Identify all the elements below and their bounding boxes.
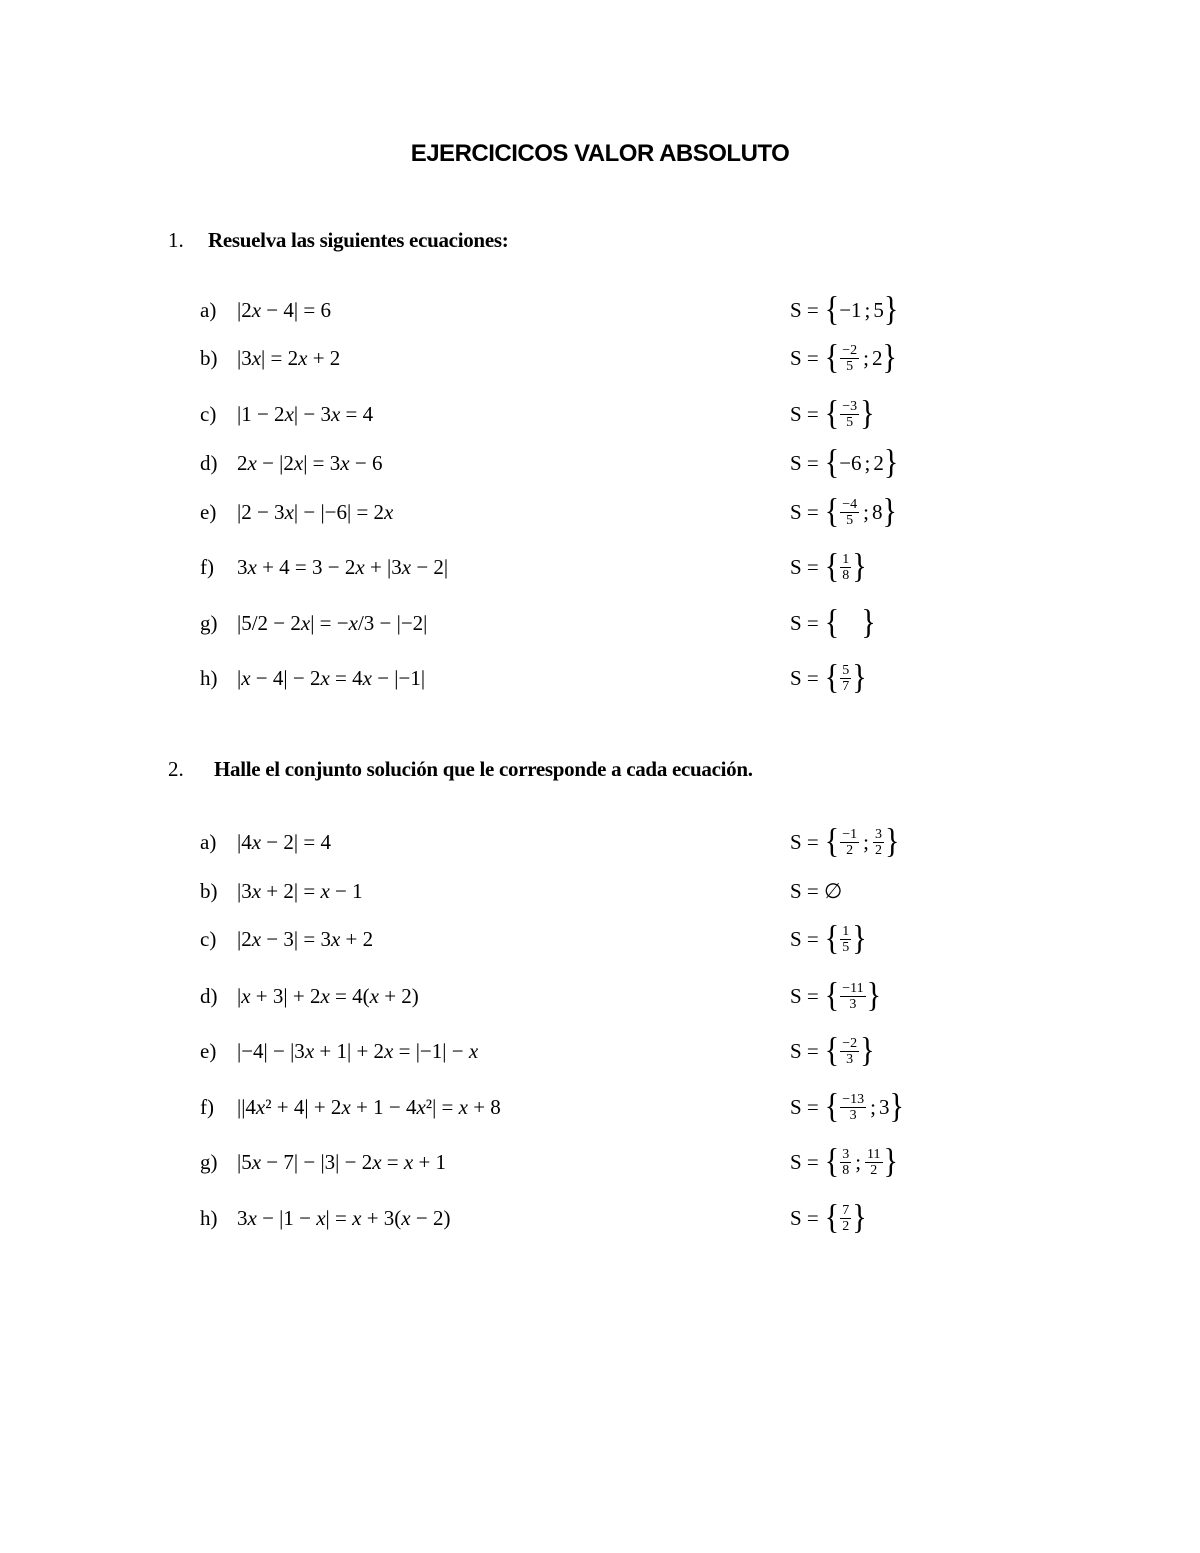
exercise-letter: c) (200, 927, 217, 951)
exercise-equation: |1 − 2x| − 3x = 4 (237, 402, 374, 426)
exercise-solution: S = { $\frac{-13}{3}$ ; 3 } (790, 1087, 904, 1126)
exercise-row (200, 441, 960, 485)
exercise-solution: S = { $\frac{-2}{3}$ } (790, 1031, 875, 1070)
section-number: 1. (168, 228, 184, 252)
exercise-row (200, 1140, 960, 1184)
exercise-solution: S = { −1 ; 5 } (790, 290, 899, 329)
exercise-letter: e) (200, 500, 217, 524)
exercise-letter: a) (200, 298, 217, 322)
exercise-letter: c) (200, 402, 217, 426)
exercise-letter: b) (200, 879, 218, 903)
exercise-letter: g) (200, 611, 218, 635)
exercise-row (200, 601, 960, 645)
exercise-solution: S = { $\frac{7}{2}$ } (790, 1198, 867, 1237)
exercise-letter: a) (200, 830, 217, 854)
exercise-equation: |2x − 4| = 6 (237, 298, 331, 322)
exercise-equation: 2x − |2x| = 3x − 6 (237, 451, 383, 475)
exercise-row (200, 820, 960, 864)
exercise-row (200, 392, 960, 436)
exercise-equation: |2 − 3x| − |−6| = 2x (237, 500, 394, 524)
exercise-equation: |5/2 − 2x| = −x/3 − |−2| (237, 611, 428, 635)
exercise-equation: |x + 3| + 2x = 4(x + 2) (237, 984, 419, 1008)
exercise-letter: e) (200, 1039, 217, 1063)
exercise-row (200, 974, 960, 1018)
exercise-solution: S = { $\frac{-11}{3}$ } (790, 976, 881, 1015)
exercise-solution: S = { $\frac{-3}{5}$ } (790, 394, 875, 433)
exercise-equation: |5x − 7| − |3| − 2x = x + 1 (237, 1150, 447, 1174)
exercise-row (200, 288, 960, 332)
exercise-solution: S = { } (790, 603, 876, 642)
exercise-letter: g) (200, 1150, 218, 1174)
exercise-solution: S = { $\frac{-2}{5}$ ; 2 } (790, 338, 897, 377)
exercise-row (200, 490, 960, 534)
exercise-row (200, 1029, 960, 1073)
exercise-row (200, 869, 960, 913)
exercise-row (200, 656, 960, 700)
exercise-row (200, 1085, 960, 1129)
exercise-solution: S = { −6 ; 2 } (790, 443, 899, 482)
exercise-solution: S = { $\frac{-4}{5}$ ; 8 } (790, 492, 897, 531)
exercise-equation: |−4| − |3x + 1| + 2x = |−1| − x (237, 1039, 479, 1063)
exercise-letter: d) (200, 984, 218, 1008)
exercise-equation: |x − 4| − 2x = 4x − |−1| (237, 666, 426, 690)
exercise-row (200, 545, 960, 589)
exercise-solution: S = { $\frac{5}{7}$ } (790, 658, 867, 697)
exercise-letter: f) (200, 555, 214, 579)
section-heading: Halle el conjunto solución que le corresponde a cada ecuación. (214, 757, 753, 781)
exercise-letter: h) (200, 666, 218, 690)
exercise-equation: |3x + 2| = x − 1 (237, 879, 363, 903)
section-number: 2. (168, 757, 184, 781)
exercise-equation: |3x| = 2x + 2 (237, 346, 341, 370)
exercise-solution: S = { $\frac{1}{8}$ } (790, 547, 867, 586)
exercise-solution: S = { $\frac{-1}{2}$ ; $\frac{3}{2}$ } (790, 822, 900, 861)
exercise-row (200, 1196, 960, 1240)
exercise-equation: 3x − |1 − x| = x + 3(x − 2) (237, 1206, 451, 1230)
exercise-row (200, 336, 960, 380)
exercise-equation: |4x − 2| = 4 (237, 830, 331, 854)
section-heading: Resuelva las siguientes ecuaciones: (208, 228, 509, 252)
exercise-letter: f) (200, 1095, 214, 1119)
exercise-solution: S = { $\frac{1}{5}$ } (790, 919, 867, 958)
exercise-letter: d) (200, 451, 218, 475)
exercise-equation: ||4x² + 4| + 2x + 1 − 4x²| = x + 8 (237, 1095, 501, 1119)
exercise-letter: b) (200, 346, 218, 370)
page-title: EJERCICICOS VALOR ABSOLUTO (410, 140, 790, 167)
exercise-row (200, 917, 960, 961)
exercise-equation: 3x + 4 = 3 − 2x + |3x − 2| (237, 555, 449, 579)
exercise-equation: |2x − 3| = 3x + 2 (237, 927, 374, 951)
exercise-solution: S = { $\frac{3}{8}$ ; $\frac{11}{2}$ } (790, 1142, 898, 1181)
exercise-solution: S = ∅ (790, 878, 843, 903)
exercise-letter: h) (200, 1206, 218, 1230)
